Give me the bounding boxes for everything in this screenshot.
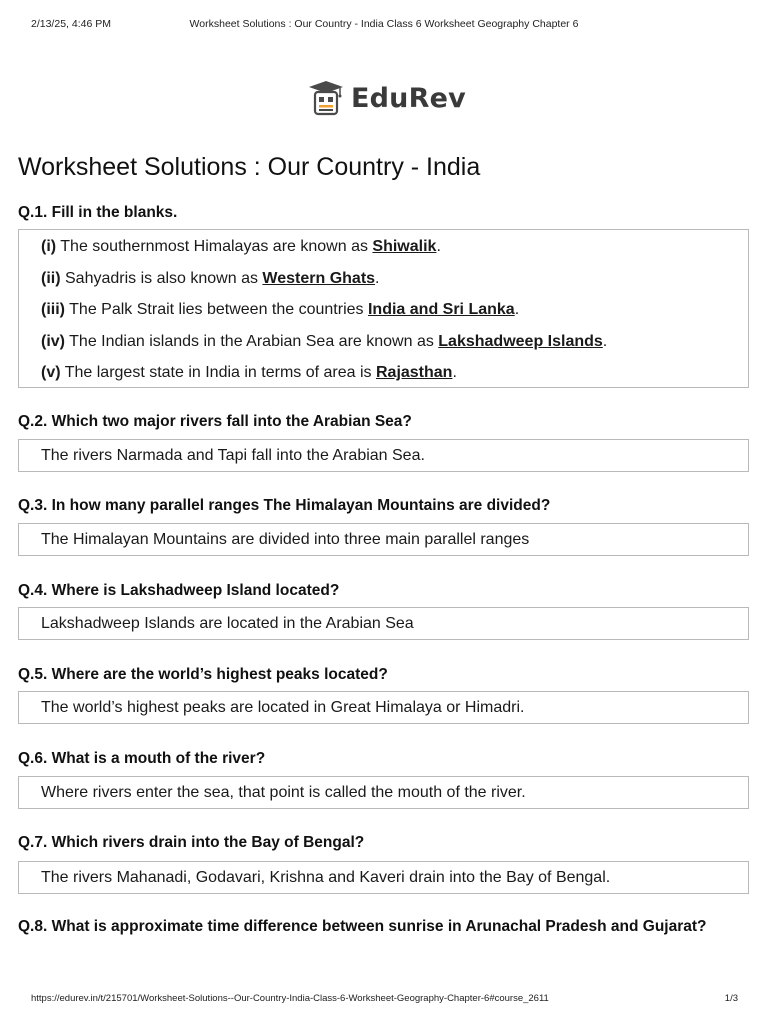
blank-number: (iv) bbox=[41, 332, 65, 350]
question-7: Q.7. Which rivers drain into the Bay of Bengal? bbox=[18, 834, 365, 851]
answer-box-7: The rivers Mahanadi, Godavari, Krishna and Kaveri drain into the Bay of Bengal. bbox=[18, 861, 749, 894]
blank-punctuation: . bbox=[375, 269, 380, 287]
page-number: 1/3 bbox=[724, 993, 738, 1004]
blank-answer: Lakshadweep Islands bbox=[438, 332, 603, 350]
answer-box-2: The rivers Narmada and Tapi fall into the Arabian Sea. bbox=[18, 439, 749, 472]
print-date: 2/13/25, 4:46 PM bbox=[31, 18, 111, 30]
blank-number: (v) bbox=[41, 364, 61, 381]
page-title: Worksheet Solutions : Our Country - India bbox=[18, 153, 481, 181]
question-2: Q.2. Which two major rivers fall into the Arabian Sea? bbox=[18, 413, 412, 430]
print-header bbox=[0, 18, 768, 32]
blank-answer: India and Sri Lanka bbox=[367, 301, 515, 318]
blank-punctuation: . bbox=[452, 364, 457, 381]
blank-answer: Rajasthan bbox=[375, 364, 453, 381]
question-5: Q.5. Where are the world’s highest peaks located? bbox=[18, 666, 388, 683]
blank-text: Sahyadris is also known as bbox=[60, 269, 263, 287]
blank-number: (i) bbox=[41, 238, 57, 255]
blank-number: (ii) bbox=[41, 269, 61, 287]
question-3: Q.3. In how many parallel ranges The Himalayan Mountains are divided? bbox=[18, 497, 551, 514]
blank-answer: Western Ghats bbox=[262, 269, 376, 287]
blank-item bbox=[41, 326, 748, 358]
blank-punctuation: . bbox=[436, 238, 441, 255]
answer-box-3: The Himalayan Mountains are divided into three main parallel ranges bbox=[18, 523, 749, 556]
answer-box-5: The world’s highest peaks are located in Great Himalaya or Himadri. bbox=[18, 691, 749, 724]
answer-box-1 bbox=[18, 229, 749, 388]
edurev-logo-text: EduRev bbox=[351, 82, 466, 114]
question-1: Q.1. Fill in the blanks. bbox=[18, 204, 178, 221]
blank-item bbox=[41, 231, 748, 263]
blank-punctuation: . bbox=[602, 332, 608, 350]
blank-answer: Shiwalik bbox=[372, 238, 437, 255]
blank-text: The southernmost Himalayas are known as bbox=[56, 238, 373, 255]
blank-text: The Indian islands in the Arabian Sea are known as bbox=[65, 332, 439, 350]
blank-text: The Palk Strait lies between the countries bbox=[65, 301, 368, 318]
blank-item bbox=[41, 294, 748, 326]
print-url[interactable]: https://edurev.in/t/215701/Worksheet-Solutions--Our-Country-India-Class-6-Worksheet-Geography-Chapter-6#course_2611 bbox=[31, 993, 549, 1004]
blank-number: (iii) bbox=[41, 301, 65, 318]
question-8: Q.8. What is approximate time difference between sunrise in Arunachal Pradesh and Gujarat? bbox=[18, 918, 707, 935]
edurev-logo[interactable] bbox=[307, 78, 466, 118]
answer-box-6: Where rivers enter the sea, that point is called the mouth of the river. bbox=[18, 776, 749, 809]
edurev-logo-icon bbox=[307, 79, 345, 117]
print-footer bbox=[0, 993, 768, 1007]
blank-item bbox=[41, 357, 748, 389]
question-6: Q.6. What is a mouth of the river? bbox=[18, 750, 266, 767]
blank-text: The largest state in India in terms of area is bbox=[60, 364, 376, 381]
question-4: Q.4. Where is Lakshadweep Island located? bbox=[18, 582, 340, 599]
blank-item bbox=[41, 263, 748, 295]
blank-punctuation: . bbox=[514, 301, 520, 318]
answer-box-4: Lakshadweep Islands are located in the Arabian Sea bbox=[18, 607, 749, 640]
print-document-title: Worksheet Solutions : Our Country - India Class 6 Worksheet Geography Chapter 6 bbox=[189, 18, 579, 30]
